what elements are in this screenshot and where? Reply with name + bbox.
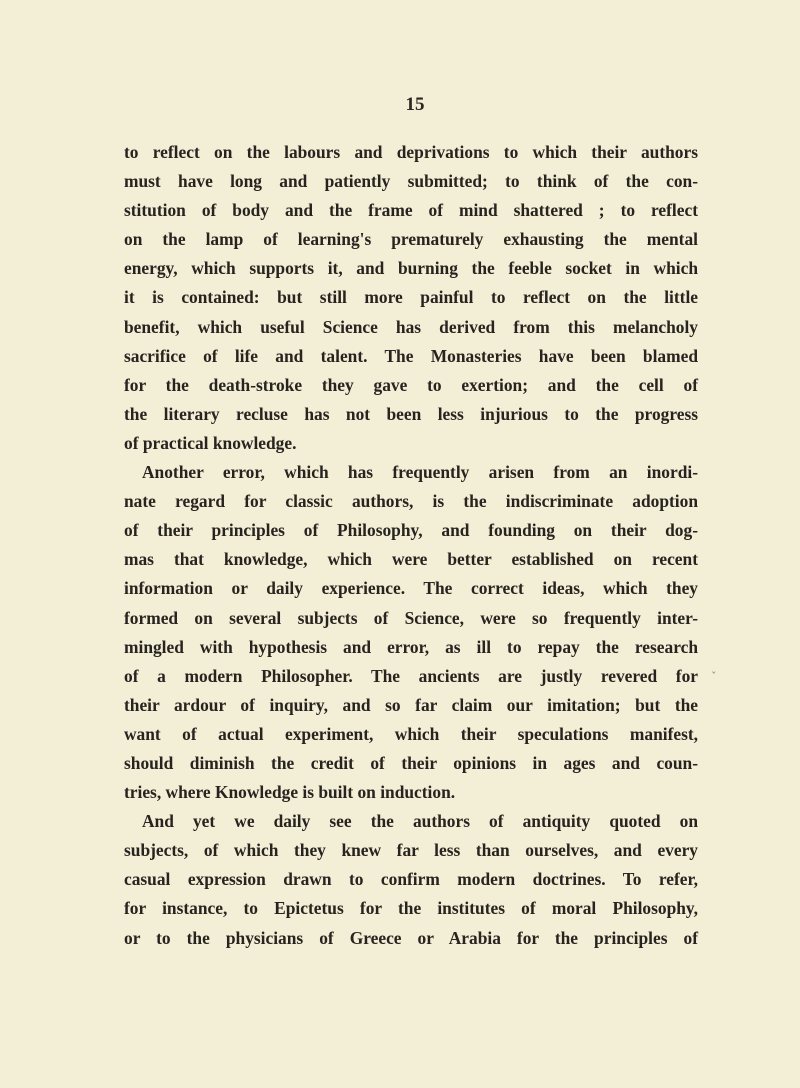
text-line: of their principles of Philosophy, and founding on their dog- (124, 520, 698, 541)
text-line: on the lamp of learning's prematurely exhausting the mental (124, 229, 698, 250)
text-line: benefit, which useful Science has derived from this melancholy (124, 316, 698, 337)
paragraph (124, 138, 698, 458)
text-line: for the death-stroke they gave to exertion; and the cell of (124, 374, 698, 395)
text-line: stitution of body and the frame of mind shattered ; to reflect (124, 200, 698, 221)
text-line: And yet we daily see the authors of antiquity quoted on (142, 811, 698, 832)
body-text (124, 138, 698, 953)
paragraph (124, 458, 698, 807)
text-line: must have long and patiently submitted; to think of the con- (124, 171, 698, 192)
text-line: the literary recluse has not been less injurious to the progress (124, 403, 698, 424)
text-line: tries, where Knowledge is built on induction. (124, 782, 456, 803)
text-line: subjects, of which they knew far less than ourselves, and every (124, 840, 698, 861)
text-line: casual expression drawn to confirm modern doctrines. To refer, (124, 869, 698, 890)
page-number: 15 (405, 94, 425, 115)
text-line: Another error, which has frequently arisen from an inordi- (142, 462, 698, 483)
text-line: of a modern Philosopher. The ancients are justly revered for (124, 665, 698, 686)
text-line: formed on several subjects of Science, were so frequently inter- (124, 607, 698, 628)
text-line: want of actual experiment, which their speculations manifest, (124, 723, 698, 744)
text-line: to reflect on the labours and deprivations to which their authors (124, 142, 698, 162)
text-line: should diminish the credit of their opinions in ages and coun- (124, 752, 698, 773)
text-line: sacrifice of life and talent. The Monasteries have been blamed (124, 345, 698, 366)
text-line: mas that knowledge, which were better established on recent (124, 549, 698, 570)
text-line: information or daily experience. The correct ideas, which they (124, 578, 698, 599)
text-line: of practical knowledge. (124, 432, 297, 453)
scan-speck-mark: ˇ (711, 670, 717, 683)
text-line: or to the physicians of Greece or Arabia for the principles of (124, 927, 698, 948)
text-line: their ardour of inquiry, and so far claim our imitation; but the (124, 694, 698, 715)
text-line: mingled with hypothesis and error, as ill to repay the research (124, 636, 698, 657)
text-line: energy, which supports it, and burning the feeble socket in which (124, 258, 698, 279)
text-line: it is contained: but still more painful to reflect on the little (124, 287, 698, 308)
text-line: for instance, to Epictetus for the institutes of moral Philosophy, (124, 898, 698, 919)
text-line: nate regard for classic authors, is the indiscriminate adoption (124, 491, 698, 512)
paragraph (124, 807, 698, 952)
